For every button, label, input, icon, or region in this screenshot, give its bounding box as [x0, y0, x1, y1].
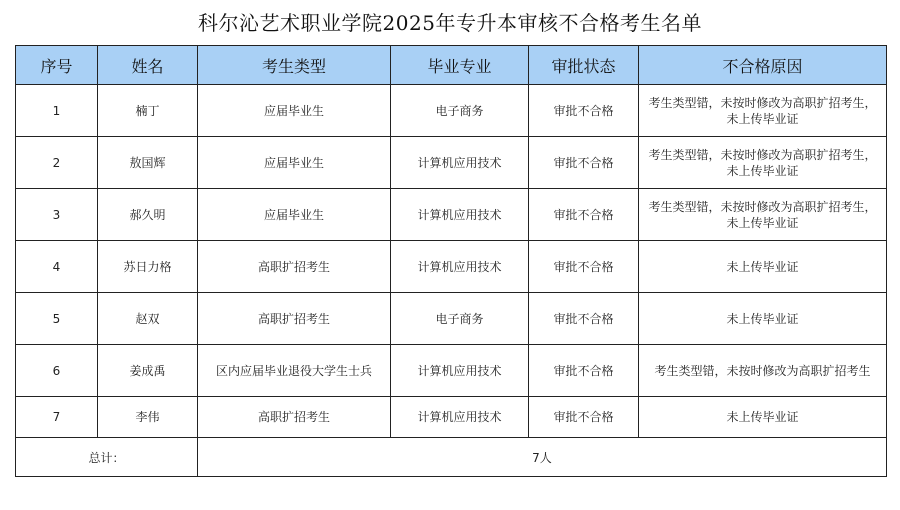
total-label: 总计：: [16, 438, 198, 477]
row-status: 审批不合格: [529, 397, 639, 438]
row-status: 审批不合格: [529, 241, 639, 293]
row-candidate-type: 高职扩招考生: [198, 293, 391, 345]
row-status: 审批不合格: [529, 85, 639, 137]
row-major: 电子商务: [391, 85, 529, 137]
row-candidate-type: 应届毕业生: [198, 189, 391, 241]
row-major: 计算机应用技术: [391, 345, 529, 397]
column-header-name: 姓名: [98, 46, 198, 85]
column-header-status: 审批状态: [529, 46, 639, 85]
table-header-row: [16, 46, 887, 85]
row-candidate-type: 区内应届毕业退役大学生士兵: [198, 345, 391, 397]
row-name: 姜成禹: [98, 345, 198, 397]
row-index: 7: [16, 397, 98, 438]
row-index: 4: [16, 241, 98, 293]
row-reason: 考生类型错，未按时修改为高职扩招考生，未上传毕业证: [639, 137, 887, 189]
row-candidate-type: 高职扩招考生: [198, 397, 391, 438]
row-reason: 考生类型错，未按时修改为高职扩招考生: [639, 345, 887, 397]
row-name: 李伟: [98, 397, 198, 438]
row-candidate-type: 高职扩招考生: [198, 241, 391, 293]
row-reason: 未上传毕业证: [639, 293, 887, 345]
table-row: [16, 397, 887, 438]
row-name: 楠丁: [98, 85, 198, 137]
row-index: 5: [16, 293, 98, 345]
column-header-reason: 不合格原因: [639, 46, 887, 85]
table-row: [16, 345, 887, 397]
row-status: 审批不合格: [529, 189, 639, 241]
table-row: [16, 137, 887, 189]
row-major: 计算机应用技术: [391, 397, 529, 438]
row-name: 赵双: [98, 293, 198, 345]
table-row: [16, 293, 887, 345]
row-major: 计算机应用技术: [391, 137, 529, 189]
row-reason: 未上传毕业证: [639, 397, 887, 438]
row-name: 苏日力格: [98, 241, 198, 293]
row-major: 计算机应用技术: [391, 241, 529, 293]
row-status: 审批不合格: [529, 345, 639, 397]
row-major: 电子商务: [391, 293, 529, 345]
row-major: 计算机应用技术: [391, 189, 529, 241]
row-candidate-type: 应届毕业生: [198, 137, 391, 189]
table-row: [16, 189, 887, 241]
row-index: 3: [16, 189, 98, 241]
row-name: 郝久明: [98, 189, 198, 241]
table-row: [16, 85, 887, 137]
row-reason: 考生类型错，未按时修改为高职扩招考生，未上传毕业证: [639, 85, 887, 137]
row-candidate-type: 应届毕业生: [198, 85, 391, 137]
row-status: 审批不合格: [529, 293, 639, 345]
row-index: 2: [16, 137, 98, 189]
row-status: 审批不合格: [529, 137, 639, 189]
row-reason: 考生类型错，未按时修改为高职扩招考生，未上传毕业证: [639, 189, 887, 241]
column-header-candidate-type: 考生类型: [198, 46, 391, 85]
row-index: 6: [16, 345, 98, 397]
page-title: 科尔沁艺术职业学院2025年专升本审核不合格考生名单: [198, 11, 702, 35]
column-header-major: 毕业专业: [391, 46, 529, 85]
table-row: [16, 241, 887, 293]
candidate-table: [15, 45, 887, 477]
total-row: [16, 438, 887, 477]
row-reason: 未上传毕业证: [639, 241, 887, 293]
column-header-index: 序号: [16, 46, 98, 85]
row-index: 1: [16, 85, 98, 137]
total-value: 7人: [198, 438, 887, 477]
row-name: 敖国辉: [98, 137, 198, 189]
